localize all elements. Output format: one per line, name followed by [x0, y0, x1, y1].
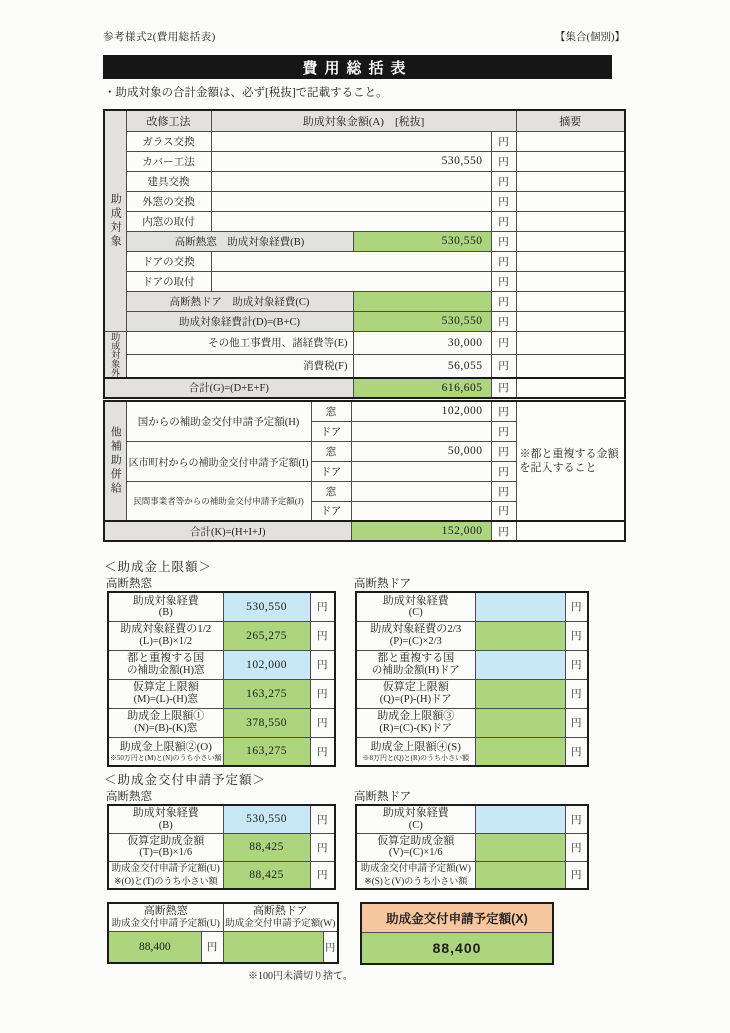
- row-condition-note: ※(O)と(T)のうち小さい額: [113, 876, 218, 886]
- col-header-method: 改修工法: [126, 110, 211, 131]
- main-cost-table: [103, 109, 626, 399]
- method-label: 外窓の交換: [126, 191, 211, 211]
- limit-door-subtitle: 高断熱ドア: [354, 578, 412, 590]
- row-label: 仮算定上限額: [132, 681, 199, 694]
- total-value: 616,605: [353, 378, 491, 398]
- yen-unit: 円: [491, 191, 516, 211]
- row-outer-window: [104, 191, 625, 211]
- subtotal-label: 高断熱窓 助成対象経費(B): [126, 231, 353, 251]
- amount-value: 530,550: [211, 151, 491, 171]
- form-reference-label: 参考様式2(費用総括表): [103, 32, 216, 43]
- subtotal-value: 530,550: [353, 311, 491, 331]
- amount-value: 30,000: [353, 331, 491, 354]
- row-formula: (N)=(B)-(K)窓: [134, 722, 198, 734]
- subtotal-value: 530,550: [353, 231, 491, 251]
- apply-window-table: [107, 804, 336, 890]
- row-formula: (V)=(C)×1/6: [388, 847, 443, 859]
- other-costs-label: その他工事費用、諸経費等(E): [126, 331, 353, 354]
- row-label: 助成対象経費: [382, 594, 449, 607]
- limit-row: [108, 592, 335, 621]
- yen-unit: 円: [565, 650, 588, 679]
- apply-window-subtitle: 高断熱窓: [106, 791, 152, 803]
- yen-unit: 円: [565, 592, 588, 621]
- amount-value: 56,055: [353, 354, 491, 377]
- result-door-subtitle: 助成金交付申請予定額(W): [225, 918, 336, 929]
- total-label: 合計(G)=(D+E+F): [104, 378, 353, 398]
- apply-row: [356, 833, 588, 861]
- row-label: 仮算定上限額: [382, 681, 449, 694]
- yen-unit: 円: [491, 211, 516, 231]
- yen-unit: 円: [491, 291, 516, 311]
- method-label: カバー工法: [126, 151, 211, 171]
- yen-unit: 円: [310, 737, 335, 766]
- row-value: [475, 861, 565, 889]
- row-inner-window: [104, 211, 625, 231]
- row-consumption-tax-F: [104, 354, 625, 377]
- row-value: [475, 679, 565, 708]
- row-condition-note: ※8万円と(Q)と(R)のうち小さい額: [362, 753, 470, 762]
- yen-unit: 円: [323, 931, 338, 963]
- amount-value: [211, 131, 491, 151]
- yen-unit: 円: [491, 151, 516, 171]
- remarks-cell: [516, 191, 625, 211]
- yen-unit: 円: [491, 378, 516, 398]
- col-header-amount: 助成対象金額(A) [税抜]: [211, 110, 516, 131]
- row-label: 助成対象経費: [132, 594, 199, 607]
- remarks-cell: [516, 291, 625, 311]
- row-door-replacement: [104, 251, 625, 271]
- duplicate-amount-note: ※都と重複する金額を記入すること: [516, 401, 625, 521]
- side-label-subsidy-target: 助成対象: [104, 110, 126, 331]
- result-summary-table: [107, 902, 339, 964]
- amount-value: [211, 271, 491, 291]
- amount-value: [351, 481, 491, 501]
- row-value: [475, 621, 565, 650]
- apply-row: [108, 805, 335, 833]
- row-label: 助成金上限額③: [377, 710, 455, 723]
- amount-value: 102,000: [351, 401, 491, 421]
- row-value: 88,425: [223, 861, 310, 889]
- limit-row: [108, 679, 335, 708]
- result-value-row: [108, 931, 338, 963]
- row-label: 助成対象経費: [132, 807, 199, 819]
- result-window-title: 高断熱窓: [143, 904, 188, 917]
- row-label: 助成対象経費: [382, 807, 449, 819]
- tax-label: 消費税(F): [126, 354, 353, 377]
- amount-value: [351, 421, 491, 441]
- method-label: 建具交換: [126, 171, 211, 191]
- result-window-value: 88,400: [108, 931, 201, 963]
- yen-unit: 円: [491, 271, 516, 291]
- row-value: 530,550: [223, 592, 310, 621]
- final-application-amount-box: [360, 902, 554, 965]
- result-header-row: [108, 903, 338, 931]
- row-formula: (B): [158, 607, 173, 618]
- yen-unit: 円: [565, 679, 588, 708]
- row-grand-total-G: [104, 378, 625, 398]
- row-label: 助成金交付申請予定額(U): [111, 863, 220, 874]
- row-value: [475, 805, 565, 833]
- row-formula: (C): [408, 607, 423, 618]
- remarks-cell: [516, 271, 625, 291]
- remarks-cell: [516, 211, 625, 231]
- row-label: 助成金上限額②(O): [119, 741, 212, 753]
- remarks-cell: [516, 151, 625, 171]
- remarks-cell: [516, 251, 625, 271]
- window-tag: 窓: [311, 481, 351, 501]
- limit-row: [108, 650, 335, 679]
- remarks-cell: [516, 311, 625, 331]
- private-subsidy-label: 民間事業者等からの補助金交付申請予定額(J): [126, 481, 311, 521]
- yen-unit: 円: [565, 805, 588, 833]
- window-tag: 窓: [311, 401, 351, 421]
- remarks-cell: [516, 171, 625, 191]
- row-national-window: [104, 401, 625, 421]
- yen-unit: 円: [491, 251, 516, 271]
- main-header-row: [104, 110, 625, 131]
- apply-door-table: [355, 804, 589, 890]
- yen-unit: 円: [310, 833, 335, 861]
- apply-row: [108, 833, 335, 861]
- door-tag: ドア: [311, 461, 351, 481]
- yen-unit: 円: [310, 708, 335, 737]
- amount-value: 50,000: [351, 441, 491, 461]
- tax-exclusive-instruction: ・助成対象の合計金額は、必ず[税抜]で記載すること。: [104, 87, 388, 99]
- row-value: [475, 833, 565, 861]
- row-formula: (R)=(C)-(K)ドア: [379, 722, 453, 734]
- door-tag: ドア: [311, 421, 351, 441]
- row-formula: (T)=(B)×1/6: [139, 847, 193, 859]
- row-formula: の補助金額(H)窓: [126, 664, 205, 676]
- row-value: [475, 708, 565, 737]
- subtotal-label: 高断熱ドア 助成対象経費(C): [126, 291, 353, 311]
- limit-row: [108, 621, 335, 650]
- row-value: 163,275: [223, 679, 310, 708]
- yen-unit: 円: [310, 861, 335, 889]
- remarks-cell: [516, 378, 625, 398]
- yen-unit: 円: [491, 354, 516, 377]
- yen-unit: 円: [491, 231, 516, 251]
- row-value: 102,000: [223, 650, 310, 679]
- row-label: 都と重複する国: [377, 652, 455, 665]
- apply-row: [356, 805, 588, 833]
- limit-window-subtitle: 高断熱窓: [106, 578, 152, 590]
- yen-unit: 円: [491, 401, 516, 421]
- side-label-not-subsidized: 助成対象外: [104, 331, 126, 378]
- yen-unit: 円: [491, 311, 516, 331]
- yen-unit: 円: [491, 171, 516, 191]
- method-label: ガラス交換: [126, 131, 211, 151]
- row-label: 助成金上限額④(S): [370, 741, 461, 753]
- row-formula: (C): [408, 819, 423, 831]
- apply-row: [356, 861, 588, 889]
- col-header-remarks: 摘要: [516, 110, 625, 131]
- limit-row: [356, 737, 588, 766]
- yen-unit: 円: [310, 805, 335, 833]
- result-window-subtitle: 助成金交付申請予定額(U): [111, 918, 220, 929]
- row-formula: (M)=(L)-(H)窓: [133, 693, 198, 705]
- subtotal-label: 助成対象経費計(D)=(B+C): [126, 311, 353, 331]
- row-label: 助成対象経費の1/2: [120, 623, 212, 636]
- remarks-cell: [516, 131, 625, 151]
- yen-unit: 円: [565, 833, 588, 861]
- limit-row: [356, 621, 588, 650]
- national-subsidy-label: 国からの補助金交付申請予定額(H): [126, 401, 311, 441]
- remarks-cell: [516, 354, 625, 377]
- municipal-subsidy-label: 区市町村からの補助金交付申請予定額(I): [126, 441, 311, 481]
- amount-value: [211, 251, 491, 271]
- row-subtotal-door-C: [104, 291, 625, 311]
- row-subsidy-total-K: [104, 521, 625, 541]
- yen-unit: 円: [491, 501, 516, 521]
- yen-unit: 円: [310, 679, 335, 708]
- row-condition-note: ※(S)と(V)のうち小さい額: [364, 876, 468, 886]
- apply-row: [108, 861, 335, 889]
- apply-section-heading: ＜助成金交付申請予定額＞: [104, 773, 267, 787]
- amount-value: [211, 191, 491, 211]
- amount-value: [351, 461, 491, 481]
- other-subsidy-table: [103, 400, 626, 542]
- final-box-title: 助成金交付申請予定額(X): [362, 904, 552, 933]
- row-formula: (P)=(C)×2/3: [389, 635, 442, 647]
- yen-unit: 円: [201, 931, 223, 963]
- limit-row: [356, 708, 588, 737]
- method-label: 内窓の取付: [126, 211, 211, 231]
- yen-unit: 円: [565, 861, 588, 889]
- row-cover-method: [104, 151, 625, 171]
- yen-unit: 円: [491, 131, 516, 151]
- method-label: ドアの交換: [126, 251, 211, 271]
- window-tag: 窓: [311, 441, 351, 461]
- row-value: 378,550: [223, 708, 310, 737]
- result-door-value: [223, 931, 323, 963]
- row-fitting-replacement: [104, 171, 625, 191]
- yen-unit: 円: [491, 331, 516, 354]
- row-label: 仮算定助成金額: [127, 834, 205, 847]
- subsidy-total-value: 152,000: [351, 521, 491, 541]
- yen-unit: 円: [491, 481, 516, 501]
- apply-door-subtitle: 高断熱ドア: [354, 791, 412, 803]
- remarks-cell: [516, 331, 625, 354]
- remarks-cell: [516, 231, 625, 251]
- yen-unit: 円: [491, 441, 516, 461]
- row-value: 163,275: [223, 737, 310, 766]
- yen-unit: 円: [565, 621, 588, 650]
- row-formula: (L)=(B)×1/2: [139, 635, 193, 647]
- limit-section-heading: ＜助成金上限額＞: [104, 560, 213, 574]
- limit-row: [356, 650, 588, 679]
- final-box-value: 88,400: [362, 933, 552, 963]
- yen-unit: 円: [565, 708, 588, 737]
- limit-door-table: [355, 591, 589, 767]
- limit-row: [356, 679, 588, 708]
- row-glass-replacement: [104, 131, 625, 151]
- row-condition-note: ※50万円と(M)と(N)のうち小さい額: [109, 753, 222, 762]
- row-value: [475, 592, 565, 621]
- yen-unit: 円: [491, 521, 516, 541]
- row-subtotal-window-B: [104, 231, 625, 251]
- yen-unit: 円: [310, 650, 335, 679]
- row-value: [475, 737, 565, 766]
- amount-value: [211, 171, 491, 191]
- row-label: 助成金上限額①: [127, 710, 205, 723]
- row-value: 265,275: [223, 621, 310, 650]
- row-label: 助成対象経費の2/3: [370, 623, 462, 636]
- amount-value: [211, 211, 491, 231]
- yen-unit: 円: [310, 592, 335, 621]
- result-door-title: 高断熱ドア: [252, 904, 308, 917]
- yen-unit: 円: [310, 621, 335, 650]
- row-value: [475, 650, 565, 679]
- limit-row: [108, 737, 335, 766]
- row-value: 88,425: [223, 833, 310, 861]
- row-label: 都と重複する国: [127, 652, 205, 665]
- row-subtotal-D: [104, 311, 625, 331]
- limit-window-table: [107, 591, 336, 767]
- row-label: 助成金交付申請予定額(W): [360, 863, 471, 874]
- row-other-costs-E: [104, 331, 625, 354]
- side-label-other-subsidy: 他補助併給: [104, 401, 126, 521]
- limit-row: [108, 708, 335, 737]
- note-cell-empty: [516, 521, 625, 541]
- subsidy-total-label: 合計(K)=(H+I+J): [104, 521, 351, 541]
- row-value: 530,550: [223, 805, 310, 833]
- category-label: 【集合(個別)】: [555, 32, 625, 43]
- rounding-note: ※100円未満切り捨て。: [248, 971, 353, 982]
- row-formula: の補助金額(H)ドア: [371, 664, 460, 676]
- row-formula: (B): [158, 819, 173, 831]
- limit-row: [356, 592, 588, 621]
- method-label: ドアの取付: [126, 271, 211, 291]
- subtotal-value: [353, 291, 491, 311]
- amount-value: [351, 501, 491, 521]
- page-title: 費用総括表: [103, 55, 612, 79]
- yen-unit: 円: [491, 461, 516, 481]
- yen-unit: 円: [491, 421, 516, 441]
- row-label: 仮算定助成金額: [377, 834, 455, 847]
- row-formula: (Q)=(P)-(H)ドア: [379, 693, 452, 705]
- row-door-installation: [104, 271, 625, 291]
- yen-unit: 円: [565, 737, 588, 766]
- door-tag: ドア: [311, 501, 351, 521]
